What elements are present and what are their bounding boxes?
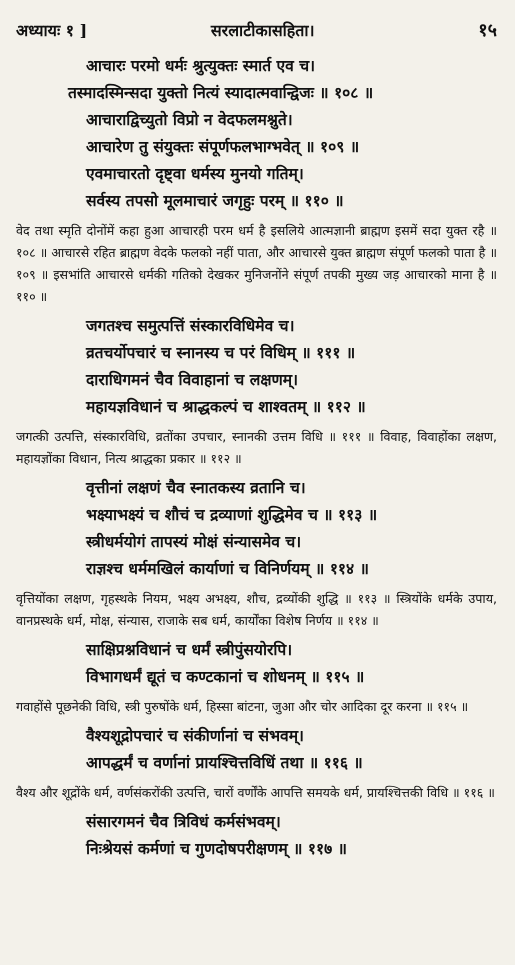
chapter-label: अध्यायः १ ] [16, 21, 88, 40]
verse-block [16, 808, 497, 862]
sanskrit-verse-line: महायज्ञविधानं च श्राद्धकल्पं च शाश्वतम् ॥ ११२ ॥ [86, 397, 366, 416]
sanskrit-verse-line: साक्षिप्रश्नविधानं च धर्मं स्त्रीपुंसयोरपि। [86, 640, 293, 659]
hindi-commentary: गवाहोंसे पूछनेकी विधि, स्त्री पुरुषोंके धर्म, हिस्सा बांटना, जुआ और चोर आदिका दूर करना ॥ ११५ ॥ [16, 699, 469, 714]
sanskrit-verse-line: निःश्रेयसं कर्मणां च गुणदोषपरीक्षणम् ॥ ११७ ॥ [86, 839, 348, 858]
sanskrit-verse-line: संसारगमनं चैव त्रिविधं कर्मसंभवम्। [86, 812, 281, 831]
hindi-commentary: वैश्य और शूद्रोंके धर्म, वर्णसंकरोंकी उत्पत्ति, चारों वर्णोंके आपत्ति समयके धर्म, प्रायश्चित्तकी विधि ॥ ११६ ॥ [16, 785, 495, 800]
hindi-commentary: वेद तथा स्मृति दोनोंमें कहा हुआ आचारही परम धर्म है इसलिये आत्मज्ञानी ब्राह्मण इसमें सदा युक्त रहै ॥ १०८ ॥ आचारसे रहित ब्राह्मण वेदके फलको नहीं पाता, और आचारसे युक्त ब्राह्मण संपूर्ण फलको पाता है ॥ १०९ ॥ इसभांति आचारसे धर्मकी गतिको देखकर मुनिजनोंने संपूर्ण तपकी मुख्य जड़ आचारको माना है ॥ ११० ॥ [16, 223, 497, 304]
sanskrit-verse-line: जगतश्च समुत्पत्तिं संस्कारविधिमेव च। [86, 316, 295, 335]
sanskrit-verse-line: वृत्तीनां लक्षणं चैव स्नातकस्य व्रतानि च। [86, 478, 306, 497]
hindi-commentary: जगत्की उत्पत्ति, संस्कारविधि, व्रतोंका उपचार, स्नानकी उत्तम विधि ॥ १११ ॥ विवाह, विवाहोंका लक्षण, महायज्ञोंका विधान, नित्य श्राद्धका प्रकार ॥ ११२ ॥ [16, 429, 497, 466]
verse-block [16, 312, 497, 420]
sanskrit-verse-line: वैश्यशूद्रोपचारं च संकीर्णानां च संभवम्। [86, 726, 304, 745]
sanskrit-verse-line: व्रतचर्योपचारं च स्नानस्य च परं विधिम् ॥ १११ ॥ [86, 343, 356, 362]
hindi-commentary: वृत्तियोंका लक्षण, गृहस्थके नियम, भक्ष्य अभक्ष्य, शौच, द्रव्योंकी शुद्धि ॥ ११३ ॥ स्त्रियोंके धर्मके उपाय, वानप्रस्थके धर्म, मोक्ष, संन्यास, राजाके सब धर्म, कार्योंका विशेष निर्णय ॥ ११४ ॥ [16, 591, 497, 628]
page-header [16, 18, 497, 50]
verse-block [16, 722, 497, 776]
verse-block [16, 52, 497, 214]
running-title: सरलाटीकासहिता। [210, 21, 315, 40]
sanskrit-verse-line: दाराधिगमनं चैव विवाहानां च लक्षणम्। [86, 370, 299, 389]
sanskrit-verse-line: आचारः परमो धर्मः श्रुत्युक्तः स्मार्त एव च। [86, 56, 316, 75]
verse-block [16, 474, 497, 582]
verse-block [16, 636, 497, 690]
sanskrit-verse-line: तस्मादस्मिन्सदा युक्तो नित्यं स्यादात्मवान्द्विजः ॥ १०८ ॥ [68, 83, 374, 102]
sanskrit-verse-line: आपद्धर्मं च वर्णानां प्रायश्चित्तविधिं तथा ॥ ११६ ॥ [86, 753, 363, 772]
page-body [16, 52, 497, 862]
sanskrit-verse-line: आचाराद्विच्युतो विप्रो न वेदफलमश्नुते। [86, 110, 293, 129]
page-number: १५ [478, 20, 497, 41]
sanskrit-verse-line: सर्वस्य तपसो मूलमाचारं जगृहुः परम् ॥ ११० ॥ [86, 191, 344, 210]
sanskrit-verse-line: विभागधर्मं द्यूतं च कण्टकानां च शोधनम् ॥ ११५ ॥ [86, 667, 365, 686]
sanskrit-verse-line: भक्ष्याभक्ष्यं च शौचं च द्रव्याणां शुद्धिमेव च ॥ ११३ ॥ [86, 505, 378, 524]
sanskrit-verse-line: आचारेण तु संयुक्तः संपूर्णफलभाग्भवेत् ॥ १०९ ॥ [86, 137, 360, 156]
sanskrit-verse-line: एवमाचारतो दृष्ट्वा धर्मस्य मुनयो गतिम्। [86, 164, 304, 183]
sanskrit-verse-line: राज्ञश्च धर्ममखिलं कार्याणां च विनिर्णयम् ॥ ११४ ॥ [86, 559, 369, 578]
sanskrit-verse-line: स्त्रीधर्मयोगं तापस्यं मोक्षं संन्यासमेव च। [86, 532, 302, 551]
